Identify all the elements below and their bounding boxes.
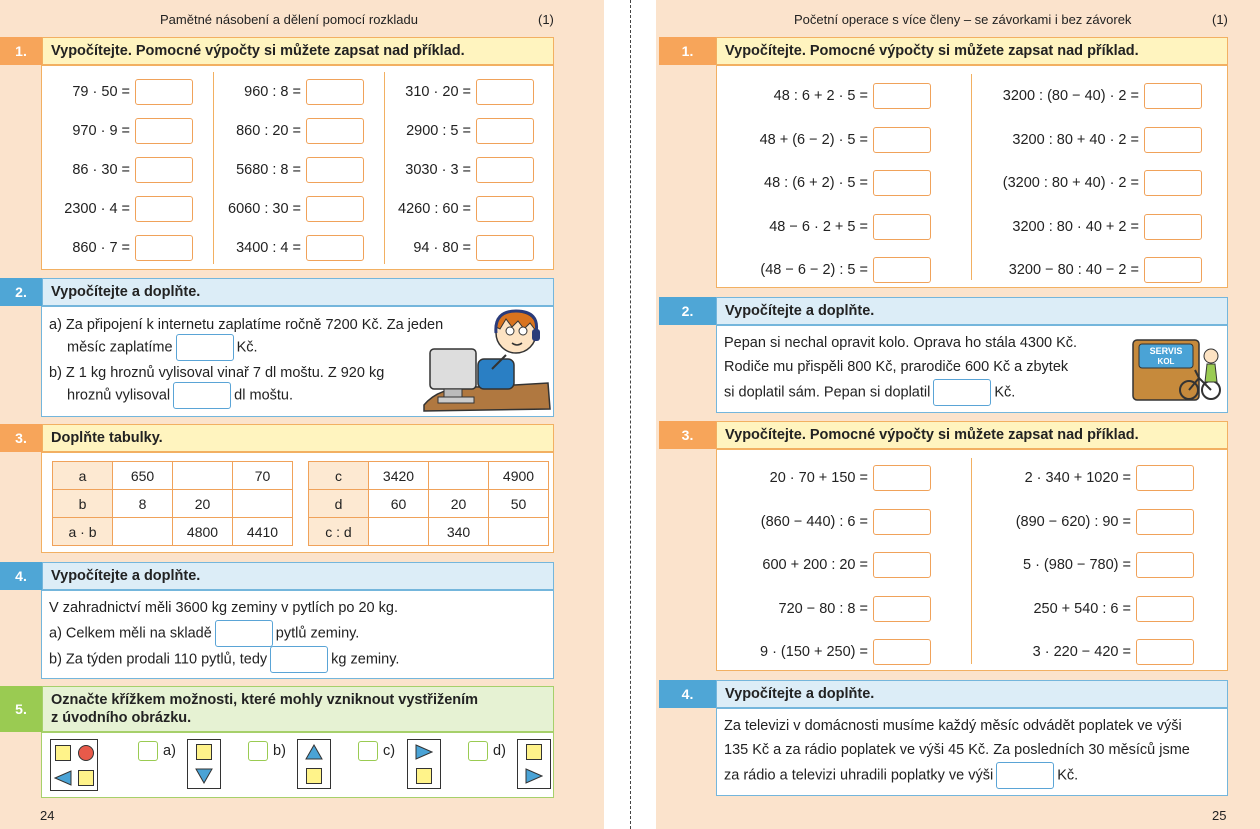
exercise-expression: 860 · 7 = — [72, 240, 130, 256]
task-text: za rádio a televizi uhradili poplatky ve výši — [724, 767, 994, 784]
exercise-expression: (890 − 620) : 90 = — [1015, 513, 1131, 530]
task-line2: Rodiče mu přispěli 800 Kč, prarodiče 600 Kč a zbytek — [724, 359, 1069, 375]
exercise-expression: 4260 : 60 = — [398, 201, 471, 217]
answer-box[interactable] — [135, 118, 193, 144]
exercise-row — [760, 255, 931, 285]
table-row-header: b — [53, 490, 113, 518]
column-divider — [971, 458, 972, 664]
table-cell: 20 — [173, 490, 233, 518]
answer-box[interactable] — [1136, 509, 1194, 535]
exercise-expression: (3200 : 80 + 40) · 2 = — [1002, 175, 1139, 191]
original-picture — [50, 739, 98, 791]
answer-box[interactable] — [306, 157, 364, 183]
answer-box[interactable] — [996, 762, 1054, 789]
exercise-row — [779, 594, 932, 624]
task-line2: 135 Kč a za rádio poplatek ve výši 45 Kč. Za posledních 30 měsíců jsme — [724, 742, 1190, 758]
exercise-row — [1033, 637, 1194, 667]
answer-box[interactable] — [476, 118, 534, 144]
task-b-unit: kg zeminy. — [331, 651, 400, 668]
exercise-expression: 2300 · 4 = — [64, 201, 130, 217]
table-row — [309, 518, 549, 546]
section-3-header — [659, 421, 1228, 449]
exercise-row — [1012, 212, 1202, 242]
exercise-expression: 48 + (6 − 2) · 5 = — [759, 131, 868, 148]
exercise-expression: 5680 : 8 = — [236, 162, 301, 178]
option-c-checkbox[interactable] — [358, 741, 378, 761]
exercise-row — [770, 463, 931, 493]
table-cell: 4900 — [489, 462, 549, 490]
exercise-expression: 3030 · 3 = — [405, 162, 471, 178]
table-row-header: a · b — [53, 518, 113, 546]
exercise-expression: 970 · 9 = — [72, 123, 130, 139]
exercise-expression: 2 · 340 + 1020 = — [1024, 470, 1131, 486]
page-tag: (1) — [1212, 12, 1228, 27]
section-4-box — [716, 708, 1228, 796]
exercise-expression: 3200 : 80 + 40 · 2 = — [1012, 131, 1139, 148]
table-cell: 50 — [489, 490, 549, 518]
exercise-row — [236, 155, 364, 185]
table-a-b — [52, 461, 293, 546]
exercise-row — [398, 194, 534, 224]
table-cell[interactable] — [233, 490, 293, 518]
page-gutter — [604, 0, 656, 829]
table-row-header: a — [53, 462, 113, 490]
table-cell: 70 — [233, 462, 293, 490]
table-cell: 4800 — [173, 518, 233, 546]
section-2-box — [716, 325, 1228, 413]
answer-box[interactable] — [476, 196, 534, 222]
option-a-checkbox[interactable] — [138, 741, 158, 761]
exercise-expression: 9 · (150 + 250) = — [759, 644, 868, 660]
section-number: 5. — [0, 686, 42, 732]
option-a-label: a) — [163, 743, 176, 759]
table-row-header: c : d — [309, 518, 369, 546]
answer-box[interactable] — [873, 127, 931, 153]
exercise-row — [72, 155, 193, 185]
square-icon — [55, 745, 71, 761]
left-page — [0, 0, 604, 829]
answer-box[interactable] — [873, 509, 931, 535]
exercise-expression: 20 · 70 + 150 = — [769, 470, 868, 486]
answer-box[interactable] — [476, 79, 534, 105]
exercise-row — [1003, 81, 1202, 111]
square-icon — [526, 744, 542, 760]
option-b-picture — [297, 739, 331, 789]
answer-box[interactable] — [476, 157, 534, 183]
exercise-row — [774, 81, 931, 111]
exercise-expression: 2900 : 5 = — [406, 123, 471, 139]
square-icon — [306, 768, 322, 784]
answer-box[interactable] — [306, 196, 364, 222]
section-5-header — [0, 686, 554, 732]
exercise-expression: 960 : 8 = — [244, 84, 301, 100]
section-number: 2. — [0, 278, 42, 306]
table-row-header: d — [309, 490, 369, 518]
answer-box[interactable] — [1144, 83, 1202, 109]
exercise-expression: 6060 : 30 = — [228, 201, 301, 217]
option-a-picture — [187, 739, 221, 789]
option-d-label: d) — [493, 743, 506, 759]
bike-service-illustration — [1129, 334, 1225, 406]
table-cell: 340 — [429, 518, 489, 546]
section-title: Vypočítejte a doplňte. — [42, 562, 554, 590]
answer-box[interactable] — [933, 379, 991, 406]
exercise-row — [72, 116, 193, 146]
exercise-expression: 48 : 6 + 2 · 5 = — [773, 88, 868, 104]
exercise-row — [244, 77, 364, 107]
task-a-line2 — [67, 334, 258, 361]
task-b-unit: dl moštu. — [234, 387, 294, 404]
exercise-row — [760, 125, 931, 155]
exercise-expression: 3200 : (80 − 40) · 2 = — [1002, 88, 1139, 104]
page-number: 24 — [40, 808, 55, 823]
exercise-row — [1012, 125, 1202, 155]
answer-box[interactable] — [1136, 596, 1194, 622]
exercise-row — [406, 116, 534, 146]
answer-box[interactable] — [1144, 127, 1202, 153]
answer-box[interactable] — [306, 79, 364, 105]
exercise-row — [72, 77, 193, 107]
exercise-expression: 48 − 6 · 2 + 5 = — [769, 218, 868, 235]
section-number: 4. — [659, 680, 716, 708]
exercise-expression: 3200 : 80 · 40 + 2 = — [1012, 218, 1139, 235]
exercise-row — [405, 77, 534, 107]
exercise-row — [228, 194, 364, 224]
triangle-left-icon — [54, 770, 72, 786]
section-title: Vypočítejte a doplňte. — [42, 278, 554, 306]
sign-text-line1: SERVIS — [1149, 346, 1183, 356]
option-b-checkbox[interactable] — [248, 741, 268, 761]
answer-box[interactable] — [176, 334, 234, 361]
exercise-expression: (860 − 440) : 6 = — [760, 513, 868, 530]
answer-box[interactable] — [135, 196, 193, 222]
table-row — [309, 462, 549, 490]
table-row — [53, 518, 293, 546]
triangle-right-icon — [415, 744, 433, 760]
answer-box[interactable] — [306, 118, 364, 144]
exercise-expression: 79 · 50 = — [72, 84, 130, 100]
square-icon — [78, 770, 94, 786]
exercise-row — [236, 116, 364, 146]
table-row — [53, 462, 293, 490]
section-2-header — [0, 278, 554, 306]
section-number: 1. — [659, 37, 716, 65]
exercise-row — [760, 637, 931, 667]
task-a-unit: pytlů zeminy. — [275, 625, 360, 642]
section-4-header — [0, 562, 554, 590]
option-d-picture — [517, 739, 551, 789]
exercise-row — [64, 194, 193, 224]
exercise-row — [236, 233, 364, 263]
answer-box[interactable] — [873, 257, 931, 283]
task-b-text: hroznů vylisoval — [67, 387, 171, 404]
table-cell[interactable] — [113, 518, 173, 546]
exercise-expression: 86 · 30 = — [72, 162, 130, 178]
table-cell[interactable] — [173, 462, 233, 490]
exercise-row — [769, 212, 931, 242]
exercise-expression: 860 : 20 = — [236, 123, 301, 139]
exercise-expression: 720 − 80 : 8 = — [778, 600, 868, 617]
exercise-row — [762, 550, 931, 580]
answer-box[interactable] — [1136, 552, 1194, 578]
exercise-row — [764, 168, 931, 198]
answer-box[interactable] — [215, 620, 273, 647]
exercise-row — [1023, 550, 1194, 580]
section-title: Vypočítejte. Pomocné výpočty si můžete zapsat nad příklad. — [716, 421, 1228, 449]
page-number: 25 — [1212, 808, 1227, 823]
exercise-expression: 5 · (980 − 780) = — [1022, 557, 1131, 573]
column-divider — [384, 72, 385, 264]
table-cell: 60 — [369, 490, 429, 518]
exercise-row — [1033, 594, 1194, 624]
page-tag: (1) — [538, 12, 554, 27]
exercise-expression: (48 − 6 − 2) : 5 = — [760, 262, 868, 278]
option-c-label: c) — [383, 743, 396, 759]
answer-box[interactable] — [135, 157, 193, 183]
exercise-expression: 600 + 200 : 20 = — [762, 557, 868, 573]
section-3-box — [41, 452, 554, 553]
table-row-header: c — [309, 462, 369, 490]
table-cell: 20 — [429, 490, 489, 518]
section-2-box — [41, 306, 554, 417]
exercise-expression: 310 · 20 = — [405, 84, 471, 100]
section-1-box — [716, 65, 1228, 288]
exercise-row — [413, 233, 534, 263]
exercise-expression: 3 · 220 − 420 = — [1032, 644, 1131, 660]
answer-box[interactable] — [135, 79, 193, 105]
page-header: Pamětné násobení a dělení pomocí rozkladu — [160, 12, 419, 27]
cut-line — [630, 0, 631, 829]
section-4-header — [659, 680, 1228, 708]
option-c-picture — [407, 739, 441, 789]
answer-box[interactable] — [476, 235, 534, 261]
section-title: Vypočítejte a doplňte. — [716, 297, 1228, 325]
task-text: si doplatil sám. Pepan si doplatil — [724, 384, 931, 401]
section-title-line1: Označte křížkem možnosti, které mohly vzniknout vystřižením — [51, 692, 479, 708]
table-cell[interactable] — [429, 462, 489, 490]
triangle-up-icon — [305, 744, 323, 760]
exercise-row — [1009, 255, 1202, 285]
exercise-row — [405, 155, 534, 185]
column-divider — [971, 74, 972, 280]
task-b-line — [49, 646, 399, 673]
answer-box[interactable] — [873, 465, 931, 491]
task-b-text: b) Za týden prodali 110 pytlů, tedy — [49, 651, 268, 668]
task-unit: Kč. — [994, 384, 1016, 401]
exercise-row — [1025, 463, 1194, 493]
answer-box[interactable] — [873, 83, 931, 109]
table-cell: 3420 — [369, 462, 429, 490]
exercise-row — [1003, 168, 1202, 198]
task-a-text: měsíc zaplatíme — [67, 339, 173, 356]
section-number: 3. — [0, 424, 42, 452]
exercise-expression: 3200 − 80 : 40 − 2 = — [1008, 262, 1139, 278]
task-a-text: a) Celkem měli na skladě — [49, 625, 212, 642]
table-cell[interactable] — [369, 518, 429, 546]
section-title: Vypočítejte. Pomocné výpočty si můžete zapsat nad příklad. — [716, 37, 1228, 65]
answer-box[interactable] — [873, 596, 931, 622]
option-d-checkbox[interactable] — [468, 741, 488, 761]
section-5-box — [41, 732, 554, 798]
sign-text-line2: KOL — [1157, 357, 1175, 366]
column-divider — [213, 72, 214, 264]
exercise-row — [761, 507, 931, 537]
answer-box[interactable] — [873, 552, 931, 578]
section-title — [42, 686, 554, 732]
exercise-row — [72, 233, 193, 263]
exercise-row — [1016, 507, 1194, 537]
section-number: 4. — [0, 562, 42, 590]
answer-box[interactable] — [306, 235, 364, 261]
section-title: Vypočítejte a doplňte. — [716, 680, 1228, 708]
exercise-expression: 3400 : 4 = — [236, 240, 301, 256]
answer-box[interactable] — [873, 639, 931, 665]
task-a-unit: Kč. — [236, 339, 258, 356]
section-1-box — [41, 65, 554, 270]
circle-icon — [78, 745, 94, 761]
task-intro: V zahradnictví měli 3600 kg zeminy v pytlích po 20 kg. — [49, 600, 398, 616]
task-b-line1: b) Z 1 kg hroznů vylisoval vinař 7 dl moštu. Z 920 kg — [49, 365, 385, 381]
section-2-header — [659, 297, 1228, 325]
section-number: 2. — [659, 297, 716, 325]
section-4-box — [41, 590, 554, 679]
square-icon — [416, 768, 432, 784]
triangle-down-icon — [195, 768, 213, 784]
square-icon — [196, 744, 212, 760]
answer-box[interactable] — [1136, 639, 1194, 665]
triangle-right-icon — [525, 768, 543, 784]
answer-box[interactable] — [270, 646, 328, 673]
table-cell[interactable] — [489, 518, 549, 546]
task-line3 — [724, 762, 1078, 789]
section-3-box — [716, 449, 1228, 671]
boy-at-computer-illustration — [420, 309, 552, 415]
answer-box[interactable] — [1136, 465, 1194, 491]
task-a-line — [49, 620, 359, 647]
answer-box[interactable] — [1144, 170, 1202, 196]
right-page — [656, 0, 1260, 829]
task-a-line1: a) Za připojení k internetu zaplatíme ročně 7200 Kč. Za jeden — [49, 317, 444, 333]
table-cell: 650 — [113, 462, 173, 490]
section-number: 1. — [0, 37, 42, 65]
exercise-expression: 250 + 540 : 6 = — [1033, 600, 1131, 617]
answer-box[interactable] — [1144, 214, 1202, 240]
section-1-header — [0, 37, 554, 65]
answer-box[interactable] — [873, 214, 931, 240]
table-cell: 4410 — [233, 518, 293, 546]
section-number: 3. — [659, 421, 716, 449]
exercise-expression: 94 · 80 = — [413, 240, 471, 256]
answer-box[interactable] — [873, 170, 931, 196]
section-3-header — [0, 424, 554, 452]
section-title-line2: z úvodního obrázku. — [51, 710, 192, 726]
answer-box[interactable] — [1144, 257, 1202, 283]
task-line1: Za televizi v domácnosti musíme každý měsíc odvádět poplatek ve výši — [724, 718, 1182, 734]
task-b-line2 — [67, 382, 293, 409]
table-row — [309, 490, 549, 518]
exercise-expression: 48 : (6 + 2) · 5 = — [764, 175, 868, 191]
table-row — [53, 490, 293, 518]
option-b-label: b) — [273, 743, 286, 759]
page-header: Početní operace s více členy – se závorkami i bez závorek — [794, 12, 1132, 27]
section-title: Doplňte tabulky. — [42, 424, 554, 452]
table-c-d — [308, 461, 549, 546]
task-line3 — [724, 379, 1015, 406]
answer-box[interactable] — [135, 235, 193, 261]
task-line1: Pepan si nechal opravit kolo. Oprava ho stála 4300 Kč. — [724, 335, 1078, 351]
answer-box[interactable] — [173, 382, 231, 409]
table-cell: 8 — [113, 490, 173, 518]
task-unit: Kč. — [1057, 767, 1079, 784]
section-title: Vypočítejte. Pomocné výpočty si můžete zapsat nad příklad. — [42, 37, 554, 65]
section-1-header — [659, 37, 1228, 65]
